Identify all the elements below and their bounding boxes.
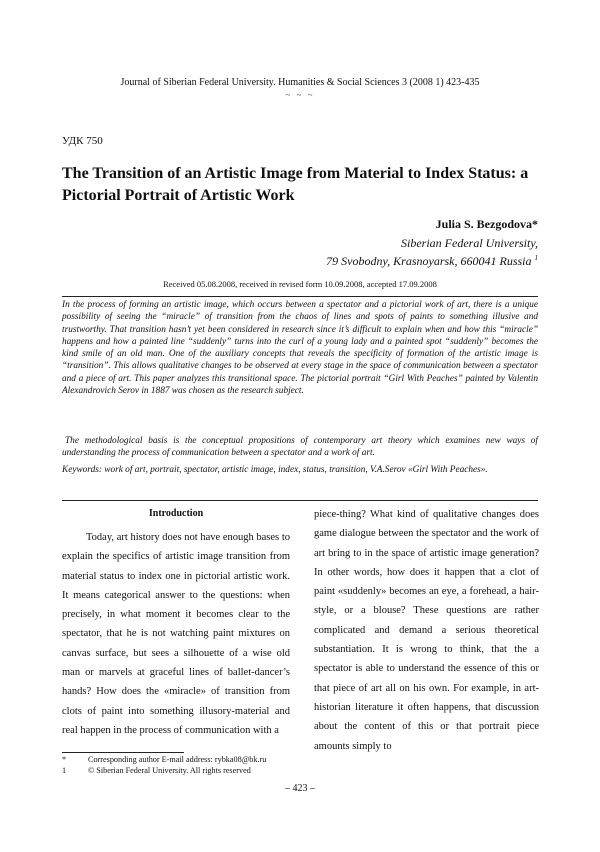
header-ornament: ~ ~ ~	[285, 90, 315, 100]
page-number: – 423 –	[285, 783, 315, 794]
footnote-rule	[62, 752, 184, 753]
footnote-1-mark: *	[62, 755, 67, 764]
footnote-2-mark: 1	[62, 766, 67, 775]
keywords: Keywords: work of art, portrait, spectator, artistic image, index, status, transition, V.A.Serov «Girl With Peaches».	[62, 465, 488, 475]
author-affiliation: Siberian Federal University,	[401, 236, 538, 250]
footnote-1-text: Corresponding author E-mail address: rybka08@bk.ru	[88, 755, 267, 764]
author-address-text: 79 Svobodny, Krasnoyarsk, 660041 Russia	[326, 254, 535, 268]
footnote-1	[62, 754, 266, 765]
body-right-column: piece-thing? What kind of qualitative changes does game dialogue between the spectator and the work of art bring to in the space of artistic image generation? In other words, how does it happen that a clot of paint «suddenly» becomes an eye, a forehead, a hair-style, or a blouse? These questions are rather complicated and demand a serious theoretical substantiation. It is wrong to think, that the a spectator is able to understand the essence of this or that piece of art all on his own. For example, in art-historian literature it often happens, that discussion about the content of this or that portrait piece amounts simply to	[314, 509, 539, 752]
author-address	[326, 254, 538, 269]
abstract-bottom-rule	[62, 500, 538, 501]
paper-title: The Transition of an Artistic Image from Material to Index Status: a Pictorial Portrait of Artistic Work	[62, 165, 529, 204]
author-address-mark: 1	[534, 254, 538, 262]
abstract-top-rule	[62, 296, 538, 297]
section-heading-introduction: Introduction	[148, 508, 204, 519]
footnote-2-text: © Siberian Federal University. All rights reserved	[88, 766, 251, 775]
received-dates: Received 05.08.2008, received in revised form 10.09.2008, accepted 17.09.2008	[163, 279, 437, 289]
abstract-paragraph-2: The methodological basis is the conceptual propositions of contemporary art theory which examines new ways of understanding the process of communication between a spectator and a work of art.	[62, 436, 538, 459]
footnote-2	[62, 765, 251, 776]
body-left-column: Today, art history does not have enough bases to explain the specifics of artistic image transition from material status to index one in pictorial artistic work. It means categorical answer to the questions: when precisely, in what moment it becomes clear to the spectator, that he is not watching paint mixtures on canvas surface, but sees a silhouette of a wise old man or marvels at graceful lines of ballet-dancer’s hands? How does the «miracle» of transition from clots of paint into something illusory-material and real happen in the process of communication with a	[62, 532, 290, 736]
udk-code: УДК 750	[62, 135, 103, 147]
journal-header: Journal of Siberian Federal University. Humanities & Social Sciences 3 (2008 1) 423-435	[120, 77, 480, 88]
abstract-paragraph-1: In the process of forming an artistic image, which occurs between a spectator and a pictorial work of art, there is a unique possibility of seeing the “miracle” of transition from the chaos of lines and spots of paints to something illusive and trustworthy. That transition hasn’t yet been considered in research since it’s difficult to explain when and how this “miracle” happens and how a painted line “suddenly” turns into the curl of a young lady and a painted spot “suddenly” becomes the kind smile of an old man. One of the auxiliary concepts that reveals the specificity of formation of the artistic image is “transition”. This allows qualitative changes to be observed at every stage in the space of communication between a spectator and a piece of art. This paper analyzes this transitional space. The pictorial portrait “Girl With Peaches” painted by Valentin Alexandrovich Serov in 1887 was chosen as the research subject.	[62, 300, 538, 397]
author-name: Julia S. Bezgodova*	[435, 217, 538, 231]
